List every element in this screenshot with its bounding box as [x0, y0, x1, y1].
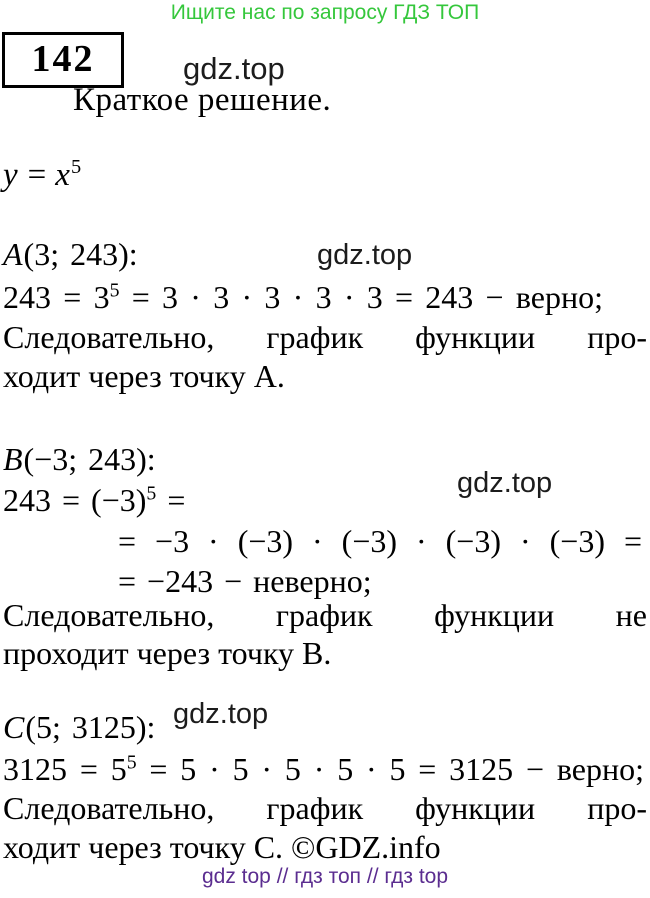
point-b-letter: B — [3, 441, 23, 477]
point-b-coords: (−3; 243): — [23, 441, 156, 477]
watermark-point-b: gdz.top — [457, 467, 553, 499]
point-a-letter: A — [3, 236, 23, 272]
check-pre: 243 = (−3) — [3, 482, 147, 518]
problem-number-box — [2, 32, 124, 88]
point-b-result: = −243 − неверно; — [118, 563, 372, 599]
watermark-top: gdz.top — [183, 51, 285, 86]
point-c-letter: C — [3, 709, 25, 745]
solution-title: Краткое решение. — [73, 82, 332, 118]
equation-exponent: 5 — [70, 156, 82, 178]
check-exponent: 5 — [126, 751, 137, 774]
check-exponent: 5 — [109, 279, 120, 302]
point-c-coords: (5; 3125): — [25, 709, 156, 745]
point-a-conclusion-line1: Следовательно, график функции про- — [3, 319, 647, 355]
point-c-conclusion-line2: ходит через точку C. ©GDZ.info — [3, 829, 441, 865]
check-exponent: 5 — [146, 482, 157, 505]
check-post: = 3 · 3 · 3 · 3 · 3 = 243 − верно; — [119, 279, 603, 315]
point-b-conclusion-line1: Следовательно, график функции не — [3, 597, 647, 633]
check-pre: 243 = 3 — [3, 279, 110, 315]
problem-number: 142 — [31, 38, 95, 81]
check-pre: 3125 = 5 — [3, 751, 127, 787]
equation-lhs: y — [3, 157, 18, 193]
check-post: = 5 · 5 · 5 · 5 · 5 = 3125 − верно; — [136, 751, 644, 787]
site-footer: gdz top // гдз топ // гдз top — [201, 865, 449, 888]
point-b-check — [3, 481, 185, 519]
check-post: = — [156, 482, 186, 518]
point-b-label — [3, 440, 156, 478]
point-a-conclusion-line2: ходит через точку А. — [3, 358, 285, 394]
point-b-expansion: = −3 · (−3) · (−3) · (−3) · (−3) = — [118, 523, 642, 559]
point-c-conclusion-line1: Следовательно, график функции про- — [3, 790, 647, 826]
promo-header: Ищите нас по запросу ГДЗ ТОП — [170, 1, 480, 24]
point-a-check — [3, 278, 603, 316]
watermark-point-a: gdz.top — [317, 239, 413, 271]
point-b-conclusion-line2: проходит через точку В. — [3, 635, 332, 671]
equation-relation: = — [27, 157, 47, 193]
point-a-label — [3, 235, 138, 273]
equation-base: x — [55, 157, 70, 193]
function-equation — [3, 156, 81, 196]
point-a-coords: (3; 243): — [23, 236, 138, 272]
point-c-check — [3, 750, 644, 788]
watermark-point-c: gdz.top — [173, 698, 269, 730]
point-c-label — [3, 708, 155, 746]
